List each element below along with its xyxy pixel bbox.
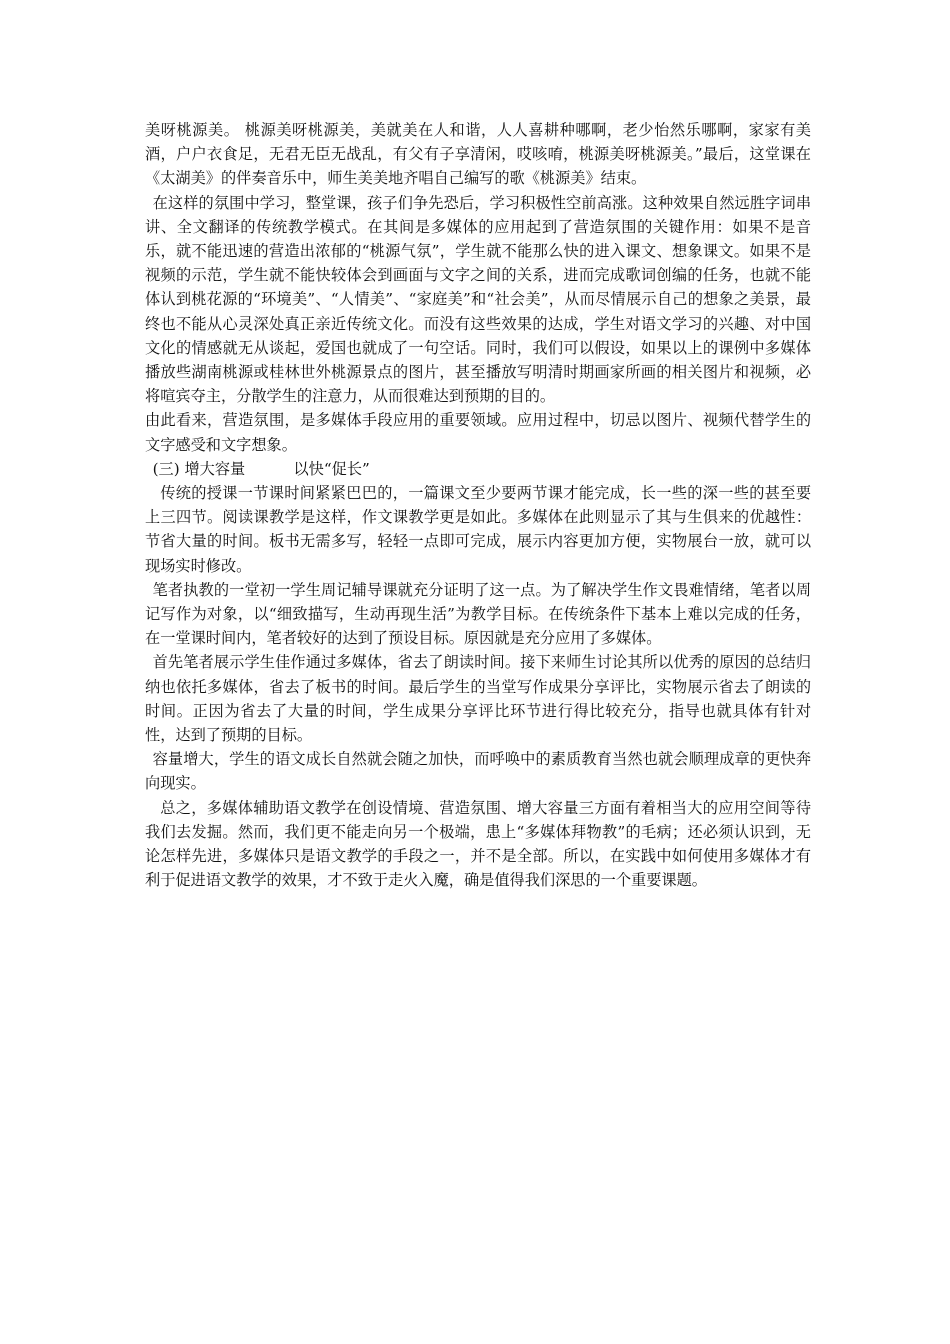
paragraph-traditional-class: 传统的授课一节课时间紧紧巴巴的，一篇课文至少要两节课才能完成，长一些的深一些的甚至要上三四节。阅读课教学是这样，作文课教学更是如此。多媒体在此则显示了其与生俱来的优越性：节省大量的时间。板书无需多写，轻轻一点即可完成，展示内容更加方便，实物展台一放，就可以现场实时修改。	[145, 484, 811, 575]
document-page	[145, 118, 811, 893]
paragraph-atmosphere-effect: 在这样的氛围中学习，整堂课，孩子们争先恐后，学习积极性空前高涨。这种效果自然远胜字词串讲、全文翻译的传统教学模式。在其间是多媒体的应用起到了营造氛围的关键作用：如果不是音乐，就不能迅速的营造出浓郁的“桃源气氛”，学生就不能那么快的进入课文、想象课文。如果不是视频的示范，学生就不能快较体会到画面与文字之间的关系，进而完成歌词创编的任务，也就不能体认到桃花源的“环境美”、“人情美”、“家庭美”和“社会美”，从而尽情展示自己的想象之美景，最终也不能从心灵深处真正亲近传统文化。而没有这些效果的达成，学生对语文学习的兴趣、对中国文化的情感就无从谈起，爱国也就成了一句空话。同时，我们可以假设，如果以上的课例中多媒体播放些湖南桃源或桂林世外桃源景点的图片，甚至播放写明清时期画家所画的相关图片和视频，必将喧宾夺主，分散学生的注意力，从而很难达到预期的目的。	[145, 193, 811, 406]
section-heading-capacity: (三) 增大容量 以快“促长”	[152, 459, 370, 478]
paragraph-summary: 总之，多媒体辅助语文教学在创设情境、营造氛围、增大容量三方面有着相当大的应用空间等待我们去发掘。然而，我们更不能走向另一个极端，患上“多媒体拜物教”的毛病；还必须认识到，无论怎样先进，多媒体只是语文教学的手段之一，并不是全部。所以，在实践中如何使用多媒体才有利于促进语文教学的效果，才不致于走火入魔，确是值得我们深思的一个重要课题。	[145, 798, 811, 890]
paragraph-weekly-journal-class: 笔者执教的一堂初一学生周记辅导课就充分证明了这一点。为了解决学生作文畏难情绪，笔者以周记写作为对象，以“细致描写，生动再现生活”为教学目标。在传统条件下基本上难以完成的任务，在一堂课时间内，笔者较好的达到了预设目标。原因就是充分应用了多媒体。	[145, 580, 811, 648]
paragraph-time-saving: 首先笔者展示学生佳作通过多媒体，省去了朗读时间。接下来师生讨论其所以优秀的原因的总结归纳也依托多媒体，省去了板书的时间。最后学生的当堂写作成果分享评比，实物展示省去了朗读的时间。正因为省去了大量的时间，学生成果分享评比环节进行得比较充分，指导也就具体有针对性，达到了预期的目标。	[145, 653, 811, 745]
paragraph-atmosphere-conclusion: 由此看来，营造氛围，是多媒体手段应用的重要领域。应用过程中，切忌以图片、视频代替学生的文字感受和文字想象。	[145, 411, 811, 454]
paragraph-song-ending: 美呀桃源美。 桃源美呀桃源美，美就美在人和谐，人人喜耕种哪啊，老少怡然乐哪啊，家家有美酒，户户衣食足，无君无臣无战乱，有父有子享清闲，哎咳唷，桃源美呀桃源美。”最后，这堂课在《太湖美》的伴奏音乐中，师生美美地齐唱自己编写的歌《桃源美》结束。	[145, 121, 811, 188]
paragraph-capacity-growth: 容量增大，学生的语文成长自然就会随之加快，而呼唤中的素质教育当然也就会顺理成章的更快奔向现实。	[145, 750, 811, 793]
